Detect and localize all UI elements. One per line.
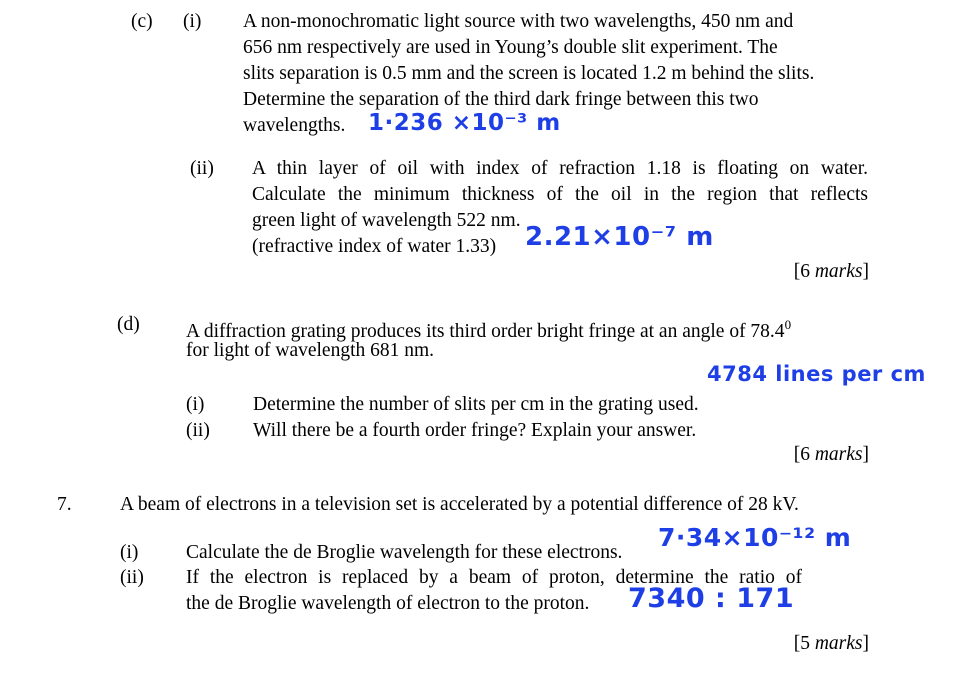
part-c-i-line: wavelengths. [243, 115, 346, 136]
part-d-i-label: (i) [186, 394, 205, 415]
part-c-i-line: Determine the separation of the third dark fringe between this two [243, 89, 759, 110]
marks-7: [5 marks] [793, 633, 869, 654]
marks-c: [6 marks] [793, 261, 869, 282]
part-d-ii-text: Will there be a fourth order fringe? Explain your answer. [253, 420, 697, 441]
part-c-ii-line: green light of wavelength 522 nm. [252, 210, 521, 231]
handwritten-answer-d: 4784 lines per cm [707, 362, 926, 386]
part-d-label: (d) [117, 314, 140, 335]
part-d-line: for light of wavelength 681 nm. [186, 340, 435, 361]
handwritten-answer-7-ii: 7340 : 171 [628, 583, 795, 614]
part-c-ii-line: A thin layer of oil with index of refraction 1.18 is floating on water. [252, 158, 868, 179]
part-c-ii-label: (ii) [190, 158, 214, 179]
question-7-number: 7. [57, 494, 72, 515]
marks-d: [6 marks] [793, 444, 869, 465]
part-c-ii-line: (refractive index of water 1.33) [252, 236, 497, 257]
part-c-i-label: (i) [183, 11, 202, 32]
part-c-ii-line: Calculate the minimum thickness of the oil in the region that reflects [252, 184, 868, 205]
handwritten-answer-7-i: 7·34×10⁻¹² m [658, 523, 852, 552]
handwritten-answer-c-ii: 2.21×10⁻⁷ m [525, 222, 714, 252]
q7-ii-label: (ii) [120, 567, 144, 588]
part-c-i-line: slits separation is 0.5 mm and the screen is located 1.2 m behind the slits. [243, 63, 815, 84]
handwritten-answer-c-i: 1·236 ×10⁻³ m [368, 110, 561, 136]
part-d-line: A diffraction grating produces its third order bright fringe at an angle of 78.4$^0$ [186, 317, 792, 342]
question-7-text: A beam of electrons in a television set is accelerated by a potential difference of 28 kV. [120, 494, 799, 515]
part-c-i-line: 656 nm respectively are used in Young’s double slit experiment. The [243, 37, 778, 58]
q7-i-text: Calculate the de Broglie wavelength for these electrons. [186, 542, 623, 563]
part-d-ii-label: (ii) [186, 420, 210, 441]
part-d-i-text: Determine the number of slits per cm in the grating used. [253, 394, 699, 415]
part-c-label: (c) [131, 11, 153, 32]
q7-i-label: (i) [120, 542, 139, 563]
part-c-i-line: A non-monochromatic light source with two wavelengths, 450 nm and [243, 11, 794, 32]
q7-ii-line: If the electron is replaced by a beam of proton, determine the ratio of [186, 567, 802, 588]
q7-ii-line: the de Broglie wavelength of electron to the proton. [186, 593, 590, 614]
